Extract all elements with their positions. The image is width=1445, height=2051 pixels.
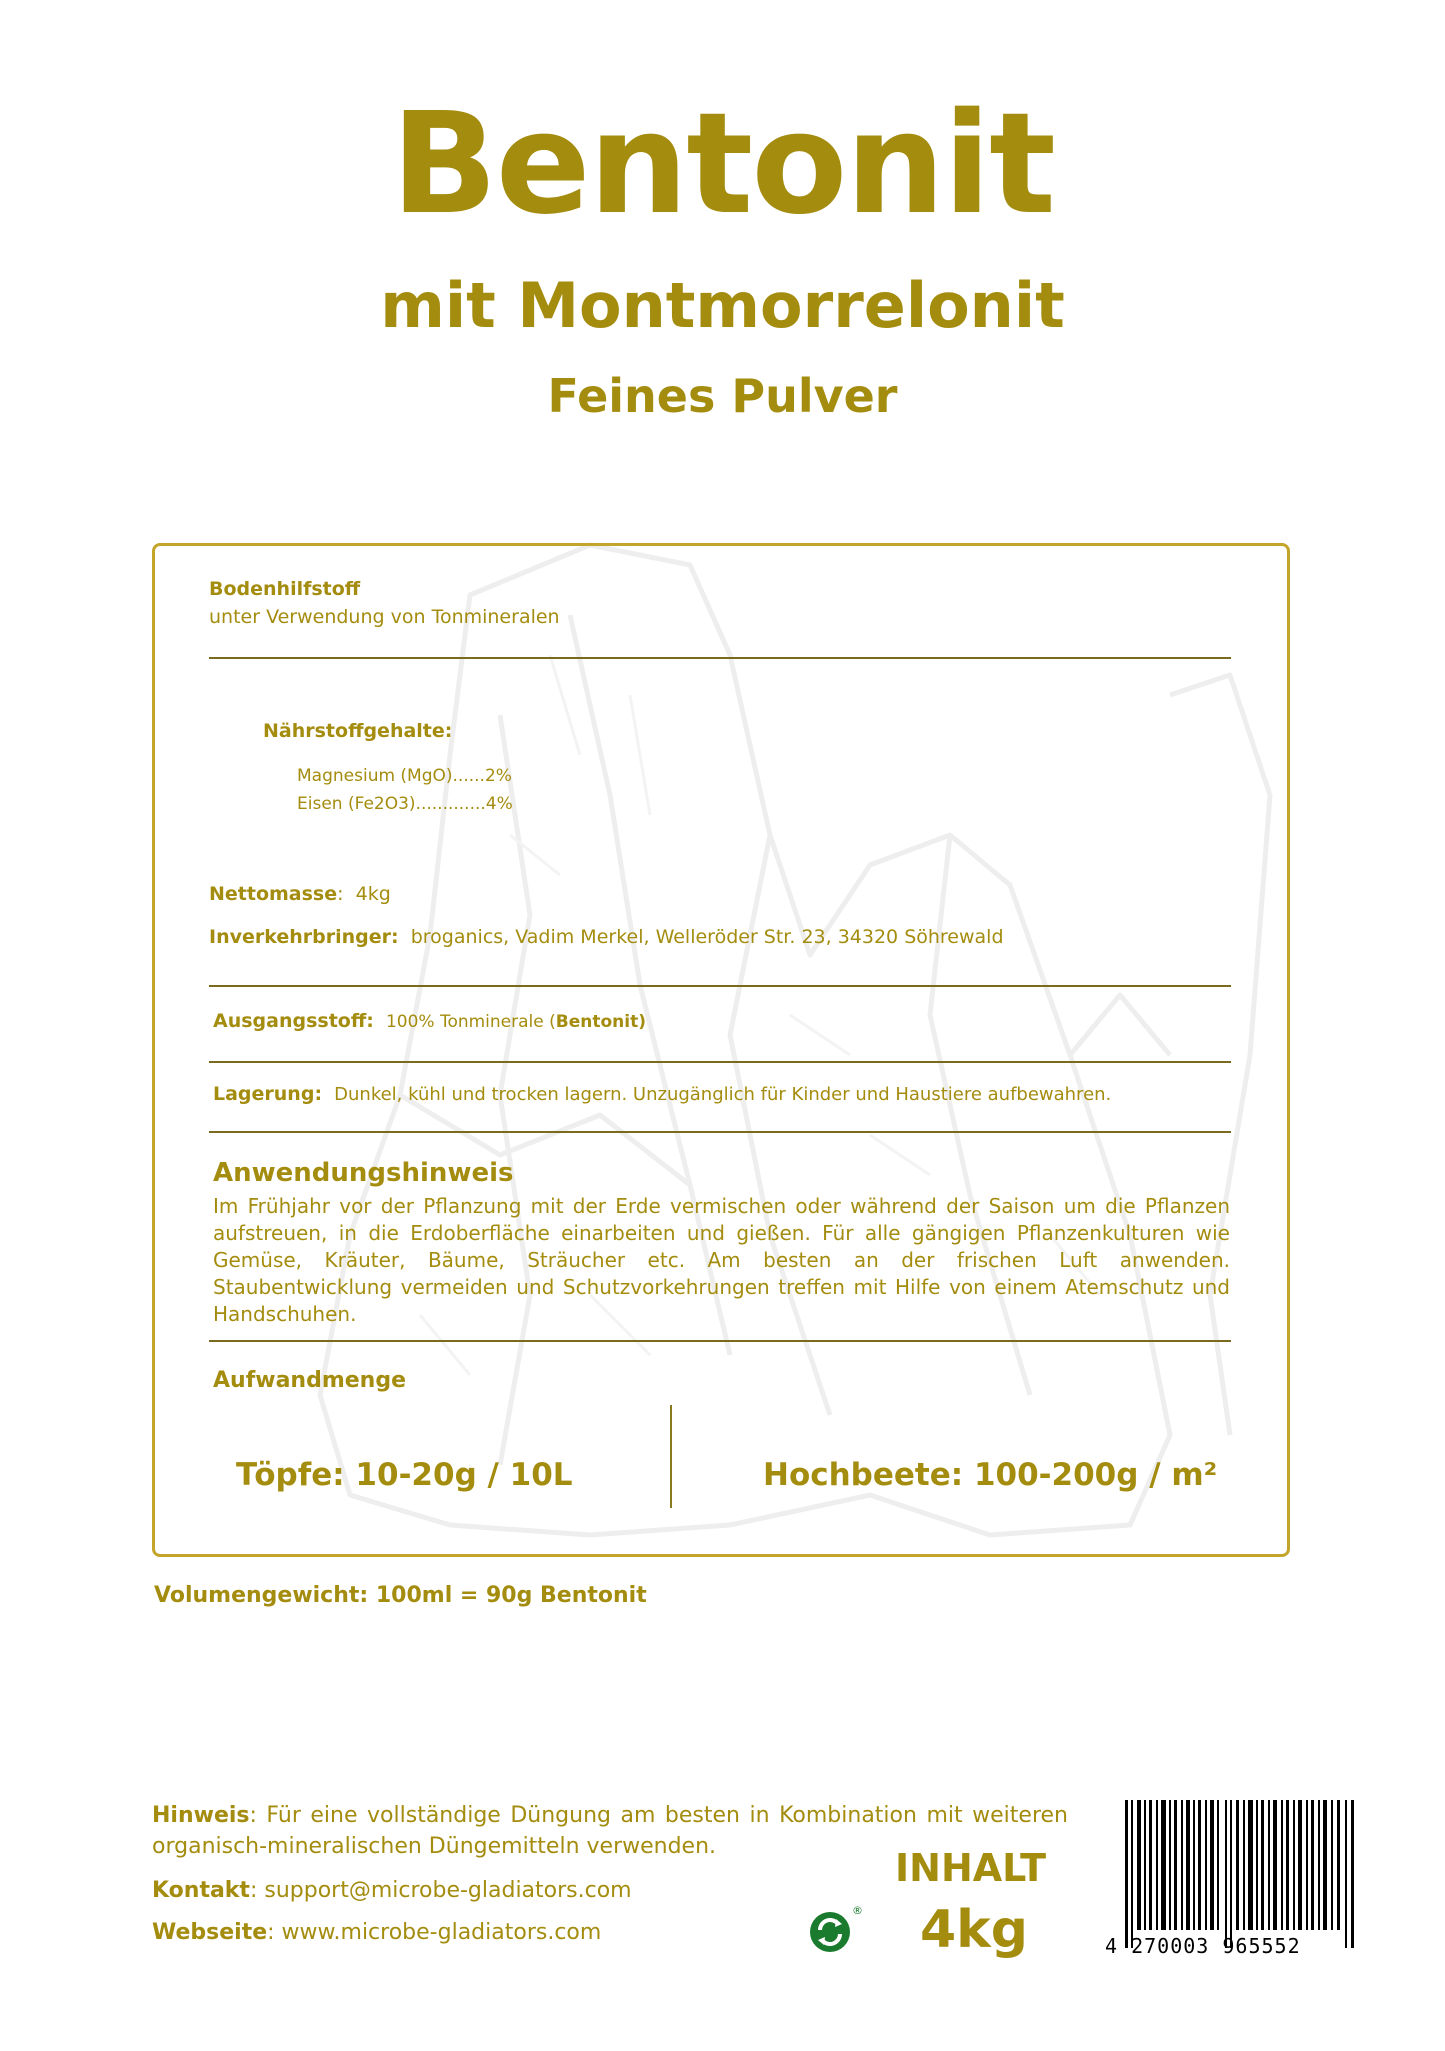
storage-label: Lagerung: [213,1083,323,1105]
divider [209,1340,1231,1342]
content-label: INHALT [895,1846,1046,1890]
usage-text: Im Frühjahr vor der Pflanzung mit der Erde vermischen oder während der Saison um die Pflanzen aufstreuen, in die Erdoberfläche einarbeiten und gießen. Für alle gängigen Pflanzenkulturen wie Gemüse, Kräuter, Bäume, Sträucher etc. Am besten an der frischen Luft anwenden. Staubentwicklung vermeiden und Schutzvorkehrungen treffen mit Hilfe von einem Atemschutz und Handschuhen. [213,1194,1230,1326]
divider [209,657,1231,659]
divider [209,1061,1231,1063]
net-mass-label: Nettomasse [209,883,338,905]
product-title: Bentonit [390,83,1054,246]
footer-website [152,1920,601,1946]
category-label: Bodenhilfstoff [209,578,361,600]
product-form: Feines Pulver [547,369,898,423]
note-label: Hinweis [152,1803,250,1828]
dosage-beds: Hochbeete: 100-200g / m² [763,1457,1218,1493]
contact-email[interactable]: : support@microbe-gladiators.com [249,1878,632,1903]
dosage-pots: Töpfe: 10-20g / 10L [236,1457,573,1493]
storage-value: Dunkel, kühl und trocken lagern. Unzugänglich für Kinder und Haustiere aufbewahren. [334,1084,1112,1105]
dosage-divider [670,1405,672,1508]
divider [209,985,1231,987]
storage [213,1083,1111,1106]
contact-label: Kontakt [152,1878,250,1903]
distributor-label: Inverkehrbringer: [209,926,399,948]
source-value-bold: Bentonit) [555,1012,646,1032]
source-material [213,1010,646,1033]
distributor-value: broganics, Vadim Merkel, Welleröder Str. 23, 34320 Söhrewald [410,926,1004,948]
barcode-number: 4 270003 965552 [1105,1934,1301,1958]
net-mass: Nettomasse: 4kg [209,883,391,905]
source-label: Ausgangsstoff: [213,1010,374,1032]
divider [209,1131,1231,1133]
green-dot-recycle-icon [808,1906,858,1956]
dosage-label: Aufwandmenge [213,1368,407,1393]
nutrient-iron: Eisen (Fe2O3).............4% [297,794,513,814]
info-panel [152,543,1290,1557]
category-text: unter Verwendung von Tonmineralen [209,606,560,628]
barcode [1125,1800,1355,1948]
usage-heading: Anwendungshinweis [213,1158,514,1188]
net-mass-value: 4kg [355,883,391,905]
note-text: : Für eine vollständige Düngung am besten in Kombination mit weiteren organisch-mineralischen Düngemitteln verwenden. [152,1803,1068,1859]
nutrients-label: Nährstoffgehalte: [263,720,453,742]
content-value: 4kg [920,1900,1028,1960]
registered-mark: ® [852,1904,863,1917]
distributor [209,926,1004,949]
source-value: 100% Tonminerale ( [385,1012,556,1032]
volume-weight: Volumengewicht: 100ml = 90g Bentonit [154,1583,647,1608]
nutrient-magnesium: Magnesium (MgO)......2% [297,766,512,786]
footer-contact [152,1878,632,1904]
product-subtitle: mit Montmorrelonit [380,269,1065,342]
website-label: Webseite [152,1920,268,1945]
website-link[interactable]: : www.microbe-gladiators.com [267,1920,602,1945]
